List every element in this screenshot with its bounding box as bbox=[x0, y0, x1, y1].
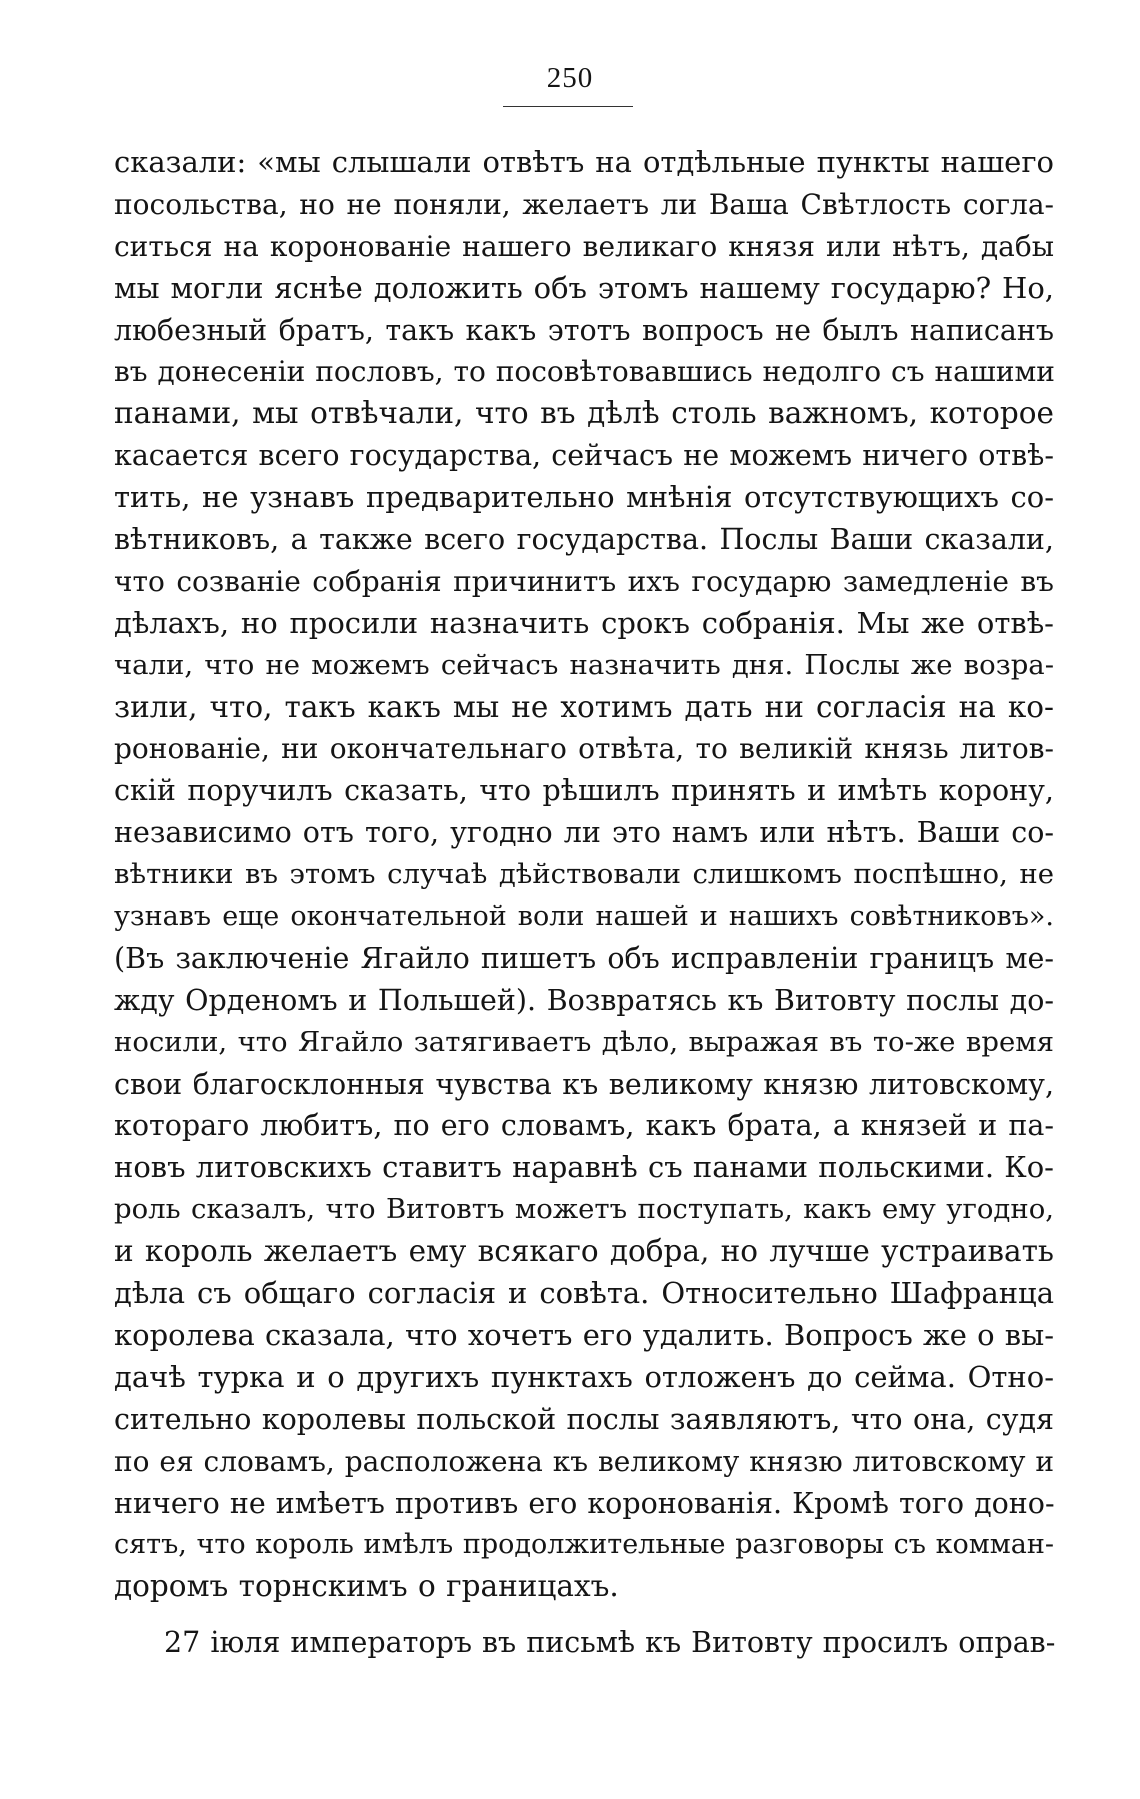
text-line: дѣлахъ, но просили назначить срокъ собранія. Мы же отвѣ- bbox=[114, 605, 1054, 640]
paragraph-1 bbox=[114, 142, 1054, 1608]
text-line: по ея словамъ, расположена къ великому князю литовскому и bbox=[114, 1444, 1055, 1478]
text-line: касается всего государства, сейчасъ не можемъ ничего отвѣ- bbox=[114, 439, 1054, 473]
text-line: жду Орденомъ и Польшей). Возвратясь къ Витовту послы до- bbox=[114, 983, 1054, 1017]
page-number: 250 bbox=[546, 62, 594, 94]
text-line: посольства, но не поняли, желаетъ ли Ваша Свѣтлость согла- bbox=[114, 187, 1054, 221]
text-line: ронованіе, ни окончательнаго отвѣта, то великій князь литов- bbox=[114, 732, 1054, 766]
header-rule bbox=[503, 106, 633, 107]
text-line: зили, что, такъ какъ мы не хотимъ дать ни согласія на ко- bbox=[114, 689, 1054, 724]
text-line: (Въ заключеніе Ягайло пишетъ объ исправленіи границъ ме- bbox=[114, 941, 1054, 975]
text-line: что созваніе собранія причинитъ ихъ государю замедленіе въ bbox=[114, 564, 1054, 598]
text-line: тить, не узнавъ предварительно мнѣнія отсутствующихъ со- bbox=[114, 480, 1054, 515]
paragraph-gap bbox=[114, 1608, 1054, 1622]
text-line: скій поручилъ сказать, что рѣшилъ принять и имѣть корону, bbox=[114, 774, 1054, 808]
text-line: любезный братъ, такъ какъ этотъ вопросъ не былъ написанъ bbox=[114, 313, 1054, 347]
text-line: свои благосклонныя чувства къ великому князю литовскому, bbox=[114, 1067, 1054, 1101]
text-line: и король желаетъ ему всякаго добра, но лучше устраивать bbox=[114, 1234, 1054, 1269]
body-text bbox=[114, 142, 1054, 1664]
text-line: королева сказала, что хочетъ его удалить. Вопросъ же о вы- bbox=[114, 1317, 1054, 1352]
text-line: ситься на коронованіе нашего великаго князя или нѣтъ, дабы bbox=[114, 229, 1054, 263]
text-line: сительно королевы польской послы заявляютъ, что она, судя bbox=[114, 1402, 1054, 1436]
text-line: въ донесеніи пословъ, то посовѣтовавшись недолго съ нашими bbox=[114, 355, 1055, 389]
text-line: дѣла съ общаго согласія и совѣта. Относительно Шафранца bbox=[114, 1276, 1054, 1311]
text-line: сказали: «мы слышали отвѣтъ на отдѣльные пункты нашего bbox=[114, 145, 1054, 179]
text-line: панами, мы отвѣчали, что въ дѣлѣ столь важномъ, которое bbox=[114, 396, 1054, 431]
text-line: чали, что не можемъ сейчасъ назначить дня. Послы же возра- bbox=[114, 648, 1054, 681]
text-line: доромъ торнскимъ о границахъ. bbox=[114, 1569, 619, 1604]
text-line: вѣтники въ этомъ случаѣ дѣйствовали слишкомъ поспѣшно, не bbox=[114, 858, 1054, 891]
text-line: котораго любитъ, по его словамъ, какъ брата, а князей и па- bbox=[114, 1109, 1054, 1143]
text-line: вѣтниковъ, а также всего государства. Послы Ваши сказали, bbox=[114, 523, 1054, 557]
text-line: новъ литовскихъ ставитъ наравнѣ съ панами польскими. Ко- bbox=[114, 1150, 1054, 1185]
text-line: роль сказалъ, что Витовтъ можетъ поступать, какъ ему угодно, bbox=[114, 1193, 1054, 1226]
text-line: узнавъ еще окончательной воли нашей и нашихъ совѣтниковъ». bbox=[114, 901, 1054, 933]
text-line: независимо отъ того, угодно ли это намъ или нѣтъ. Ваши со- bbox=[114, 816, 1054, 850]
text-line: мы могли яснѣе доложить объ этомъ нашему государю? Но, bbox=[114, 270, 1054, 305]
text-line: ничего не имѣетъ противъ его коронованія. Кромѣ того доно- bbox=[114, 1486, 1055, 1520]
text-line: сятъ, что король имѣлъ продолжительные разговоры съ комман- bbox=[114, 1529, 1054, 1561]
text-line: 27 іюля императоръ въ письмѣ къ Витовту просилъ оправ- bbox=[164, 1626, 1056, 1660]
text-line: носили, что Ягайло затягиваетъ дѣло, выражая въ то-же время bbox=[114, 1025, 1054, 1058]
text-line: дачѣ турка и о другихъ пунктахъ отложенъ до сейма. Отно- bbox=[114, 1359, 1054, 1394]
paragraph-2 bbox=[114, 1622, 1054, 1664]
